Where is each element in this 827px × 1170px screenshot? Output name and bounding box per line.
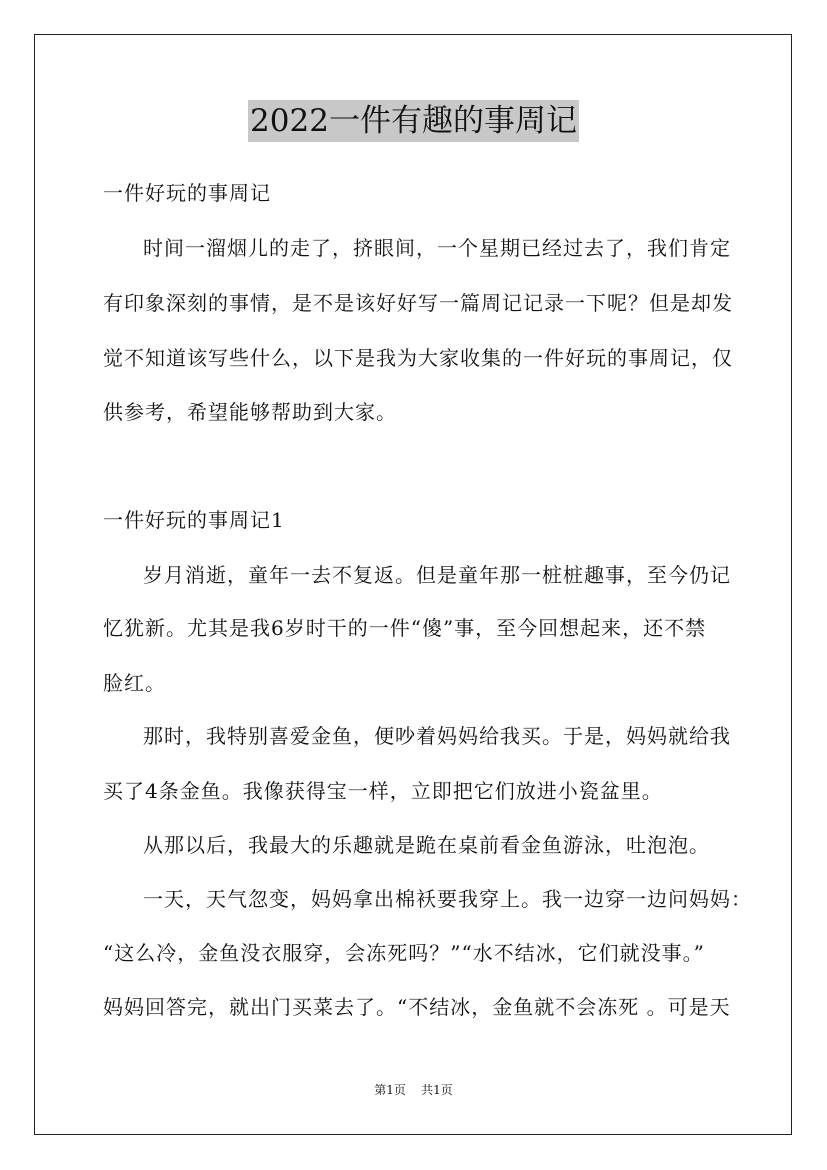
page-number: 第1页: [374, 1083, 406, 1097]
paragraph-line: 时间一溜烟儿的走了，挤眼间，一个星期已经过去了，我们肯定: [143, 236, 731, 260]
paragraph-line: 岁月消逝，童年一去不复返。但是童年那一桩桩趣事，至今仍记: [143, 563, 731, 587]
paragraph-line: 妈妈回答完，就出门买菜去了。“不结冰，金鱼就不会冻死 。可是天: [103, 995, 731, 1019]
section-heading: 一件好玩的事周记: [103, 181, 271, 205]
paragraph-line: 有印象深刻的事情，是不是该好好写一篇周记记录一下呢？但是却发: [103, 291, 733, 315]
page-total: 共1页: [421, 1083, 453, 1097]
page-footer: [0, 1082, 827, 1098]
title-wrap: [0, 100, 827, 142]
paragraph-line: 一天，天气忽变，妈妈拿出棉袄要我穿上。我一边穿一边问妈妈：: [143, 887, 752, 911]
paragraph-line: “这么冷，金鱼没衣服穿，会冻死吗？”“水不结冰，它们就没事。”: [103, 941, 705, 965]
paragraph-line: 从那以后，我最大的乐趣就是跪在桌前看金鱼游泳，吐泡泡。: [143, 833, 710, 857]
paragraph-line: 买了4条金鱼。我像获得宝一样，立即把它们放进小瓷盆里。: [103, 779, 663, 803]
paragraph-line: 供参考，希望能够帮助到大家。: [103, 400, 397, 424]
paragraph-line: 忆犹新。尤其是我6岁时干的一件“傻”事，至今回想起来，还不禁: [103, 616, 707, 640]
document-title: 2022一件有趣的事周记: [248, 100, 579, 142]
paragraph-line: 脸红。: [103, 671, 166, 695]
paragraph-line: 觉不知道该写些什么，以下是我为大家收集的一件好玩的事周记，仅: [103, 346, 733, 370]
section-heading: 一件好玩的事周记1: [103, 508, 285, 532]
paragraph-line: 那时，我特别喜爱金鱼，便吵着妈妈给我买。于是，妈妈就给我: [143, 724, 731, 748]
